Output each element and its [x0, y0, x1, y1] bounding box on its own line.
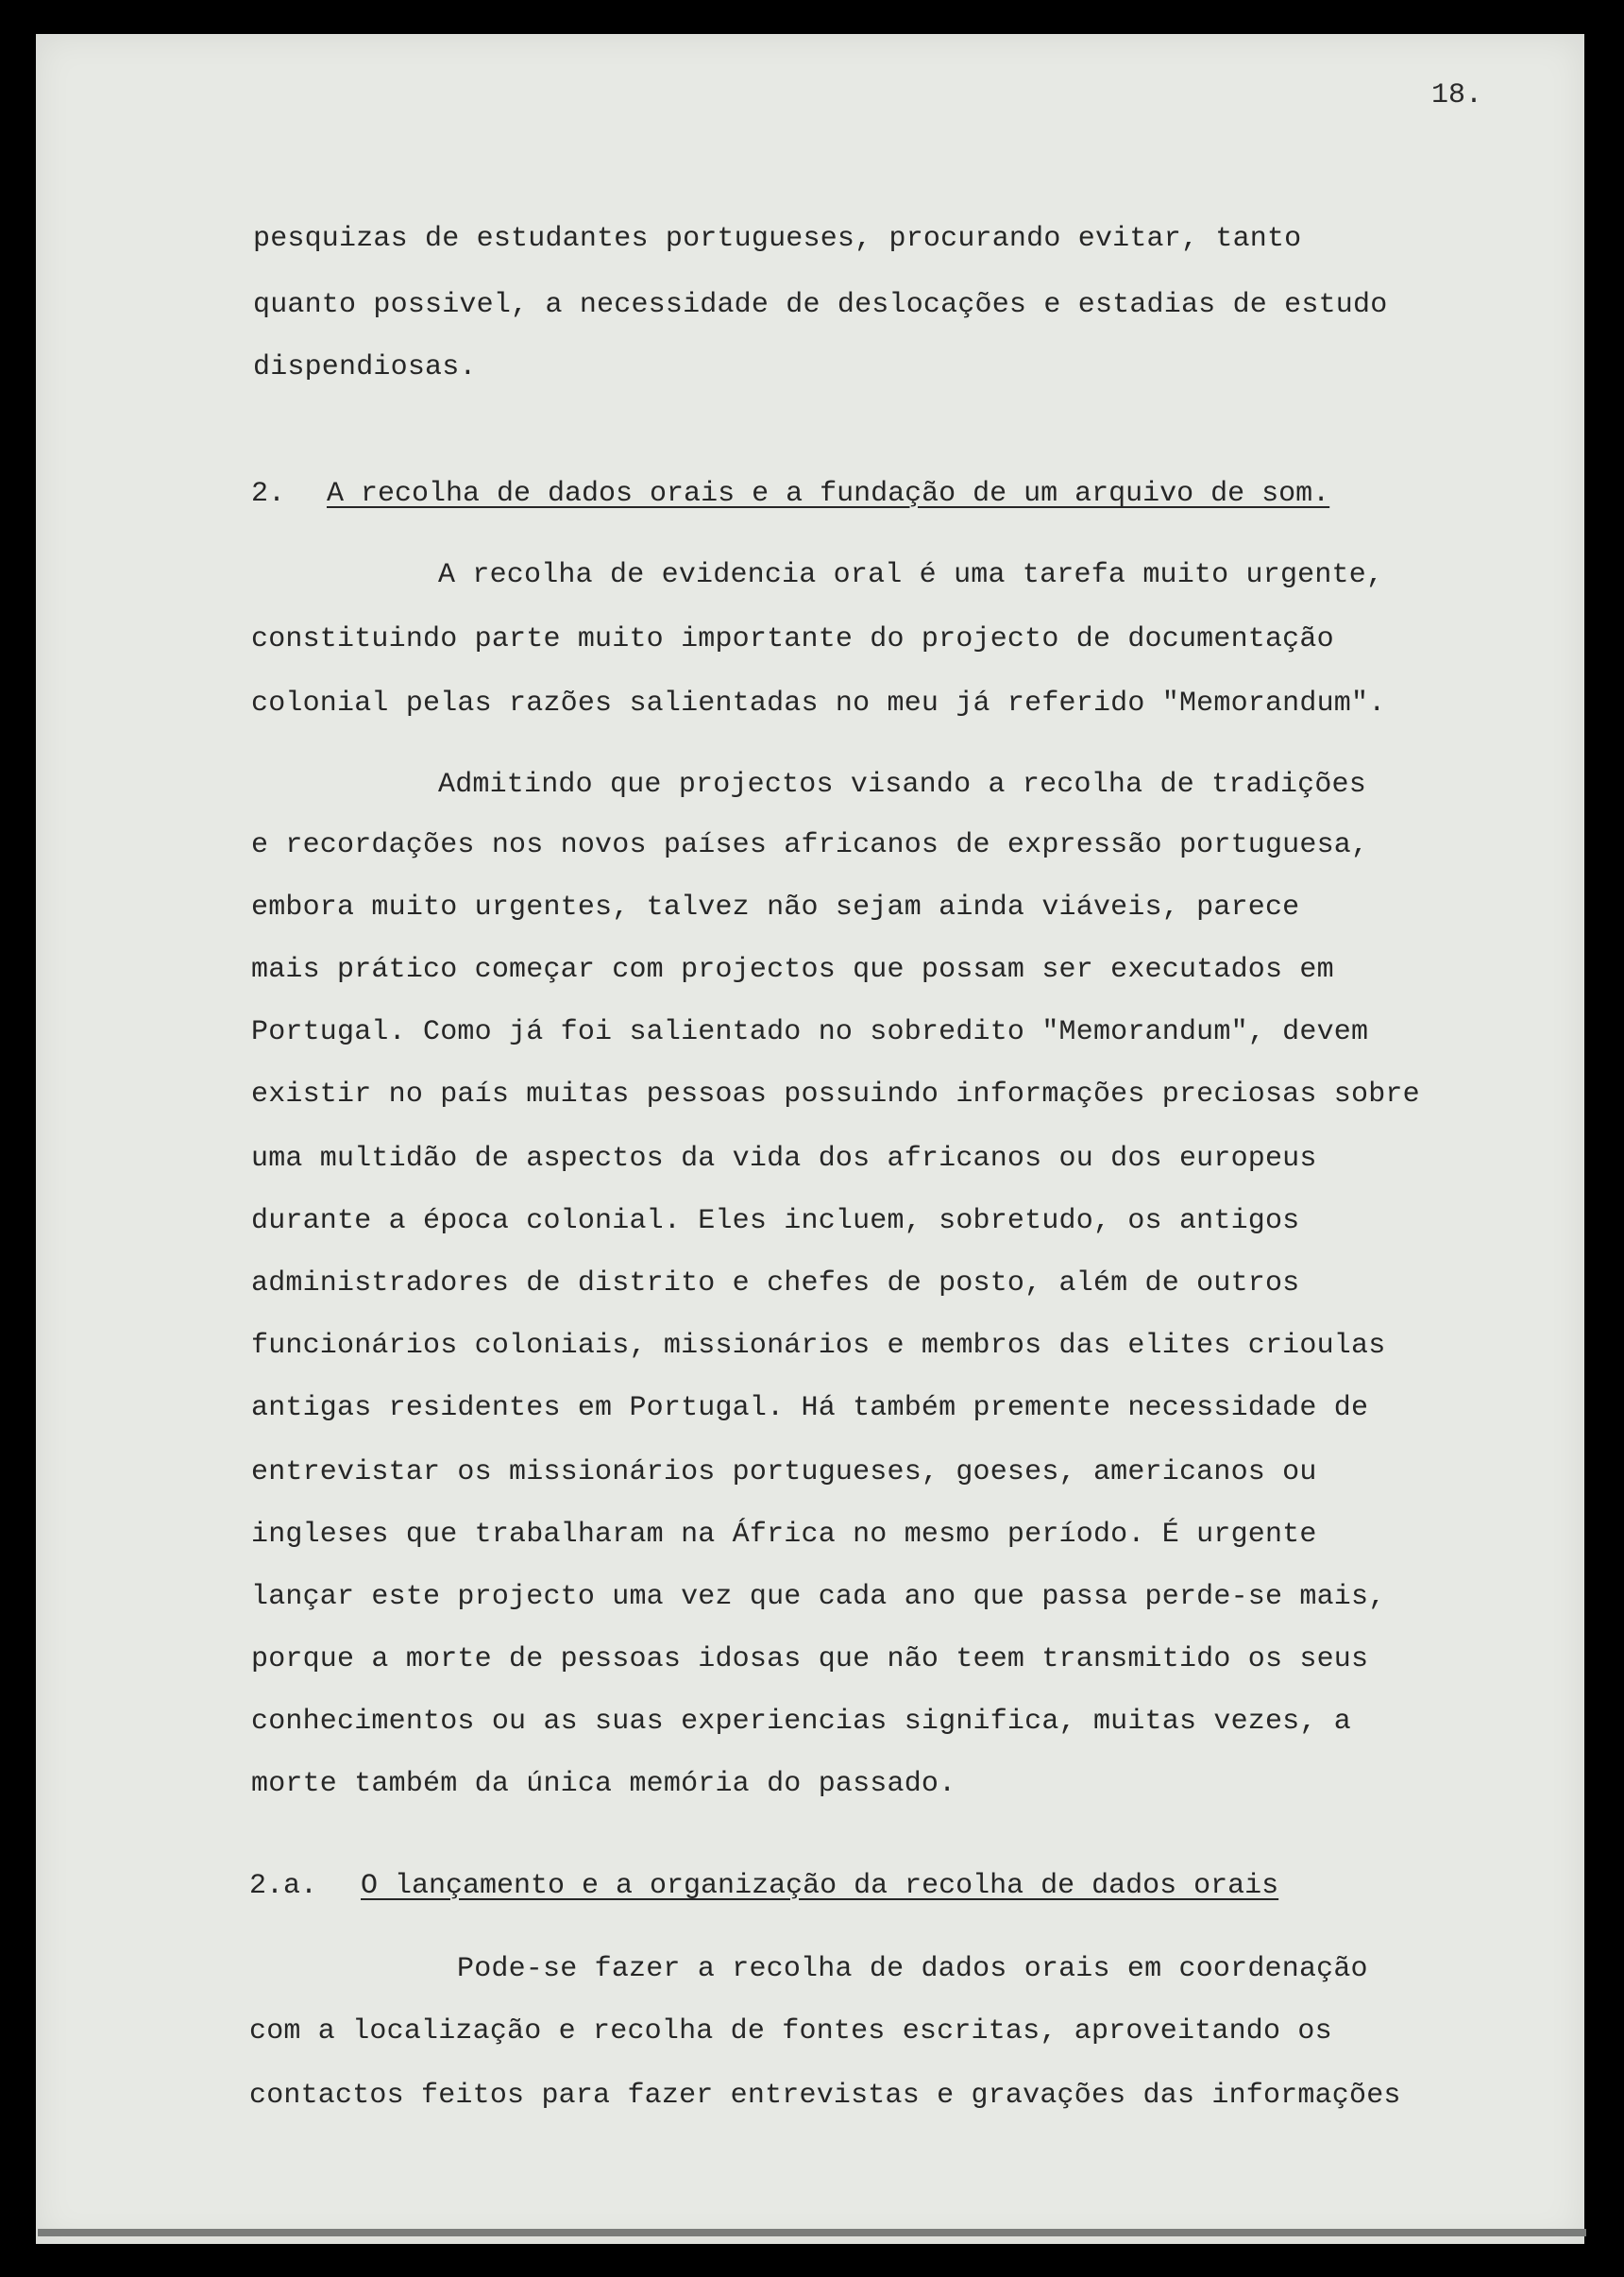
text-line: entrevistar os missionários portugueses, goeses, americanos ou: [251, 1456, 1317, 1488]
text-line: quanto possivel, a necessidade de deslocações e estadias de estudo: [253, 289, 1388, 321]
text-line: contactos feitos para fazer entrevistas e gravações das informações: [249, 2080, 1401, 2112]
text-line: uma multidão de aspectos da vida dos africanos ou dos europeus: [251, 1143, 1317, 1175]
text-line: Pode-se fazer a recolha de dados orais em coordenação: [457, 1953, 1368, 1985]
text-line: ingleses que trabalharam na África no mesmo período. É urgente: [251, 1519, 1317, 1551]
text-line: existir no país muitas pessoas possuindo informações preciosas sobre: [251, 1079, 1420, 1111]
text-line: e recordações nos novos países africanos de expressão portuguesa,: [251, 829, 1369, 861]
text-line: pesquizas de estudantes portugueses, procurando evitar, tanto: [253, 223, 1302, 255]
text-line: embora muito urgentes, talvez não sejam ainda viáveis, parece: [251, 892, 1300, 924]
text-line: funcionários coloniais, missionários e membros das elites crioulas: [251, 1330, 1386, 1362]
page-bottom-edge: [38, 2229, 1586, 2236]
text-line: dispendiosas.: [253, 351, 477, 383]
text-line: constituindo parte muito importante do projecto de documentação: [251, 623, 1334, 655]
section-heading: O lançamento e a organização da recolha de dados orais: [361, 1870, 1279, 1902]
text-line: porque a morte de pessoas idosas que não teem transmitido os seus: [251, 1643, 1369, 1675]
text-line: colonial pelas razões salientadas no meu já referido "Memorandum".: [251, 688, 1386, 720]
section-number: 2.: [251, 478, 286, 510]
text-line: mais prático começar com projectos que possam ser executados em: [251, 954, 1334, 986]
text-line: Portugal. Como já foi salientado no sobredito "Memorandum", devem: [251, 1016, 1369, 1048]
text-line: durante a época colonial. Eles incluem, sobretudo, os antigos: [251, 1205, 1300, 1237]
text-line: administradores de distrito e chefes de posto, além de outros: [251, 1267, 1300, 1300]
text-line: Admitindo que projectos visando a recolha de tradições: [438, 769, 1366, 801]
text-line: morte também da única memória do passado.: [251, 1768, 956, 1800]
section-heading: A recolha de dados orais e a fundação de um arquivo de som.: [327, 478, 1330, 510]
text-line: conhecimentos ou as suas experiencias significa, muitas vezes, a: [251, 1706, 1351, 1738]
text-line: com a localização e recolha de fontes escritas, aproveitando os: [249, 2015, 1332, 2048]
text-line: antigas residentes em Portugal. Há também premente necessidade de: [251, 1392, 1369, 1424]
section-number: 2.a.: [249, 1870, 318, 1902]
text-line: A recolha de evidencia oral é uma tarefa muito urgente,: [438, 559, 1384, 591]
page-number: 18.: [1431, 79, 1483, 111]
text-line: lançar este projecto uma vez que cada ano que passa perde-se mais,: [251, 1581, 1386, 1613]
